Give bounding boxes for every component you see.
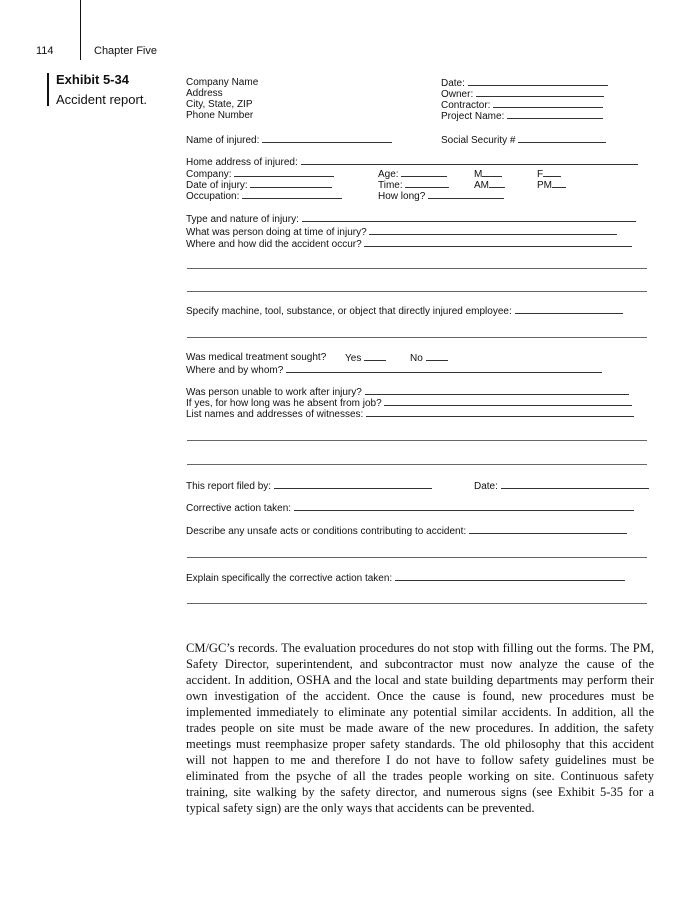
- where-by-whom-label: Where and by whom?: [186, 365, 284, 376]
- f-blank[interactable]: [543, 168, 561, 177]
- witnesses-blank[interactable]: [366, 408, 634, 417]
- project-name-field[interactable]: [441, 110, 603, 122]
- witnesses-extra-line[interactable]: [187, 440, 647, 441]
- report-filed-by-field[interactable]: [186, 480, 432, 492]
- report-date-blank[interactable]: [501, 480, 649, 489]
- report-date-field[interactable]: [474, 480, 649, 492]
- type-nature-blank[interactable]: [302, 213, 636, 222]
- pm-blank[interactable]: [552, 179, 566, 188]
- explain-corrective-field[interactable]: [186, 572, 625, 584]
- explain-corrective-extra-line[interactable]: [187, 603, 647, 604]
- where-how-blank[interactable]: [364, 238, 632, 247]
- unsafe-acts-field[interactable]: [186, 525, 627, 537]
- time-label: Time:: [378, 180, 403, 191]
- owner-label: Owner:: [441, 89, 474, 100]
- witnesses-field[interactable]: [186, 408, 634, 420]
- medical-yes-field[interactable]: [345, 352, 386, 364]
- page-number: 114: [36, 45, 54, 57]
- address-label: Address: [186, 88, 223, 99]
- am-blank[interactable]: [489, 179, 505, 188]
- name-of-injured-label: Name of injured:: [186, 135, 260, 146]
- date-of-injury-label: Date of injury:: [186, 180, 248, 191]
- name-of-injured-field[interactable]: [186, 134, 392, 146]
- owner-blank[interactable]: [476, 88, 604, 97]
- contractor-label: Contractor:: [441, 100, 491, 111]
- time-blank[interactable]: [405, 179, 449, 188]
- no-label: No: [410, 353, 423, 364]
- type-nature-label: Type and nature of injury:: [186, 214, 299, 225]
- how-long-blank[interactable]: [428, 190, 504, 199]
- m-label: M: [474, 169, 483, 180]
- date-label: Date:: [441, 78, 465, 89]
- header-divider: [80, 0, 81, 60]
- m-blank[interactable]: [482, 168, 502, 177]
- unable-to-work-label: Was person unable to work after injury?: [186, 387, 362, 398]
- social-security-label: Social Security #: [441, 135, 516, 146]
- what-doing-blank[interactable]: [369, 226, 617, 235]
- what-doing-field[interactable]: [186, 226, 617, 238]
- witnesses-label: List names and addresses of witnesses:: [186, 409, 364, 420]
- date-blank[interactable]: [468, 77, 608, 86]
- specify-machine-label: Specify machine, tool, substance, or object that directly injured employee:: [186, 306, 512, 317]
- where-by-whom-blank[interactable]: [286, 364, 602, 373]
- how-long-absent-blank[interactable]: [384, 397, 632, 406]
- company-label: Company:: [186, 169, 232, 180]
- occupation-blank[interactable]: [242, 190, 342, 199]
- no-blank[interactable]: [426, 352, 448, 361]
- corrective-action-blank[interactable]: [294, 502, 634, 511]
- corrective-action-label: Corrective action taken:: [186, 503, 292, 514]
- specify-machine-field[interactable]: [186, 305, 623, 317]
- home-address-field[interactable]: [186, 156, 638, 168]
- home-address-label: Home address of injured:: [186, 157, 298, 168]
- age-blank[interactable]: [401, 168, 447, 177]
- am-label: AM: [474, 180, 489, 191]
- exhibit-title: Exhibit 5-34: [56, 72, 129, 87]
- how-long-field[interactable]: [378, 190, 504, 202]
- unsafe-acts-label: Describe any unsafe acts or conditions contributing to accident:: [186, 526, 467, 537]
- corrective-action-field[interactable]: [186, 502, 634, 514]
- occupation-field[interactable]: [186, 190, 342, 202]
- where-how-label: Where and how did the accident occur?: [186, 239, 362, 250]
- social-security-blank[interactable]: [518, 134, 606, 143]
- company-blank[interactable]: [234, 168, 334, 177]
- specify-machine-extra-line[interactable]: [187, 337, 647, 338]
- project-name-blank[interactable]: [507, 110, 603, 119]
- explain-corrective-blank[interactable]: [395, 572, 625, 581]
- witnesses-extra-line[interactable]: [187, 464, 647, 465]
- f-label: F: [537, 169, 544, 180]
- date-of-injury-blank[interactable]: [250, 179, 332, 188]
- where-how-extra-line[interactable]: [187, 291, 647, 292]
- report-date-label: Date:: [474, 481, 498, 492]
- report-filed-by-blank[interactable]: [274, 480, 432, 489]
- unsafe-acts-extra-line[interactable]: [187, 557, 647, 558]
- where-how-field[interactable]: [186, 238, 632, 250]
- pm-field[interactable]: [537, 179, 566, 191]
- how-long-absent-label: If yes, for how long was he absent from job?: [186, 398, 382, 409]
- exhibit-bar: [47, 73, 49, 106]
- explain-corrective-label: Explain specifically the corrective action taken:: [186, 573, 393, 584]
- city-state-zip-label: City, State, ZIP: [186, 99, 253, 110]
- name-of-injured-blank[interactable]: [262, 134, 392, 143]
- medical-treatment-label: Was medical treatment sought?: [186, 352, 327, 363]
- company-name-label: Company Name: [186, 77, 259, 88]
- chapter-title: Chapter Five: [94, 45, 157, 57]
- unsafe-acts-blank[interactable]: [469, 525, 627, 534]
- phone-number-label: Phone Number: [186, 110, 254, 121]
- age-label: Age:: [378, 169, 399, 180]
- body-paragraph: CM/GC’s records. The evaluation procedures do not stop with filling out the forms. The PM, Safety Director, superintendent, and subcontractor must now analyze the cause of the accident. In addition, OSHA and the local and state building departments may perform their own investigation of the accident. Once the cause is found, new procedures must be implemented immediately to eliminate any potential similar accidents. In addition, all the trades people on site must be made aware of the new procedures. In addition, the safety meetings must reemphasize proper safety standards. The old philosophy that this accident will not happen to me and therefore I do not have to follow safety guidelines must be eliminated from the psyche of all the trades people working on site. Continuous safety training, site walking by the safety director, and numerous signs (see Exhibit 5-35 for a typical safety sign) are the only ways that accidents can be prevented.: [186, 641, 654, 815]
- yes-label: Yes: [345, 353, 362, 364]
- where-by-whom-field[interactable]: [186, 364, 602, 376]
- social-security-field[interactable]: [441, 134, 606, 146]
- project-name-label: Project Name:: [441, 111, 505, 122]
- home-address-blank[interactable]: [301, 156, 638, 165]
- how-long-label: How long?: [378, 191, 426, 202]
- type-nature-field[interactable]: [186, 213, 636, 225]
- occupation-label: Occupation:: [186, 191, 240, 202]
- exhibit-subtitle: Accident report.: [56, 92, 148, 107]
- specify-machine-blank[interactable]: [515, 305, 623, 314]
- report-filed-by-label: This report filed by:: [186, 481, 272, 492]
- medical-no-field[interactable]: [410, 352, 448, 364]
- pm-label: PM: [537, 180, 552, 191]
- what-doing-label: What was person doing at time of injury?: [186, 227, 367, 238]
- yes-blank[interactable]: [364, 352, 386, 361]
- unable-to-work-blank[interactable]: [365, 386, 629, 395]
- contractor-blank[interactable]: [493, 99, 603, 108]
- where-how-extra-line[interactable]: [187, 268, 647, 269]
